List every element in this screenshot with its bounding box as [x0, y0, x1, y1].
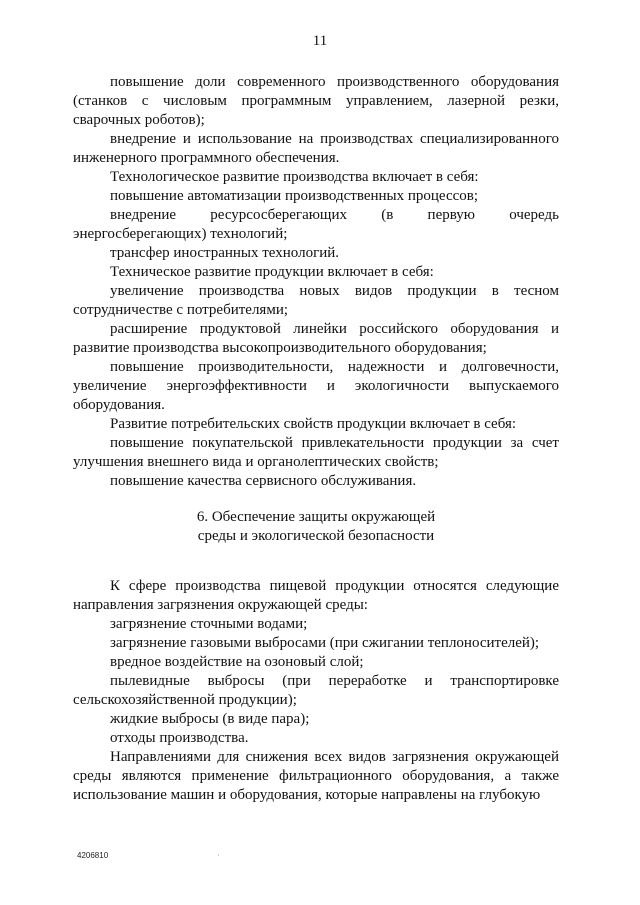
paragraph: вредное воздействие на озоновый слой;: [110, 654, 364, 670]
paragraph: трансфер иностранных технологий.: [110, 245, 340, 261]
paragraph: Техническое развитие продукции включает в себя:: [110, 264, 434, 280]
paragraph: отходы производства.: [110, 730, 249, 746]
section-heading-line-2: среды и экологической безопасности: [197, 528, 435, 544]
paragraph: повышение покупательской привлекательности продукции за счет улучшения внешнего вида и органолептических свойств;: [73, 435, 559, 470]
page-number: 11: [312, 33, 328, 49]
paragraph: пылевидные выбросы (при переработке и транспортировке сельскохозяйственной продукции);: [73, 673, 559, 708]
section-heading-line-1: 6. Обеспечение защиты окружающей: [196, 509, 436, 525]
section-environment: [73, 577, 559, 805]
section-development: [73, 73, 559, 491]
paragraph: жидкие выбросы (в виде пара);: [110, 711, 310, 727]
paragraph: повышение качества сервисного обслуживания.: [110, 473, 417, 489]
paragraph: расширение продуктовой линейки российского оборудования и развитие производства высокопроизводительного оборудования;: [73, 321, 559, 356]
paragraph: К сфере производства пищевой продукции относятся следующие направления загрязнения окружающей среды:: [73, 578, 559, 613]
paragraph: Развитие потребительских свойств продукции включает в себя:: [110, 416, 517, 432]
scan-mark: ·: [217, 851, 220, 860]
section-heading: [73, 508, 559, 546]
paragraph: повышение автоматизации производственных процессов;: [110, 188, 479, 204]
paragraph: Технологическое развитие производства включает в себя:: [110, 169, 479, 185]
paragraph: загрязнение газовыми выбросами (при сжигании теплоносителей);: [110, 635, 540, 651]
paragraph: повышение доли современного производственного оборудования (станков с числовым программным управлением, лазерной резки, сварочных роботов);: [73, 74, 559, 128]
document-code: 4206810: [77, 851, 109, 860]
paragraph: загрязнение сточными водами;: [110, 616, 308, 632]
paragraph: Направлениями для снижения всех видов загрязнения окружающей среды являются применение фильтрационного оборудования, а также использование машин и оборудования, которые направлены на глубокую: [73, 749, 559, 803]
paragraph: повышение производительности, надежности и долговечности, увеличение энергоэффективности и экологичности выпускаемого оборудования.: [73, 359, 559, 413]
paragraph: внедрение ресурсосберегающих (в первую очередь энергосберегающих) технологий;: [73, 207, 559, 242]
paragraph: увеличение производства новых видов продукции в тесном сотрудничестве с потребителями;: [73, 283, 559, 318]
paragraph: внедрение и использование на производствах специализированного инженерного программного обеспечения.: [73, 131, 559, 166]
page-body: [73, 73, 559, 805]
